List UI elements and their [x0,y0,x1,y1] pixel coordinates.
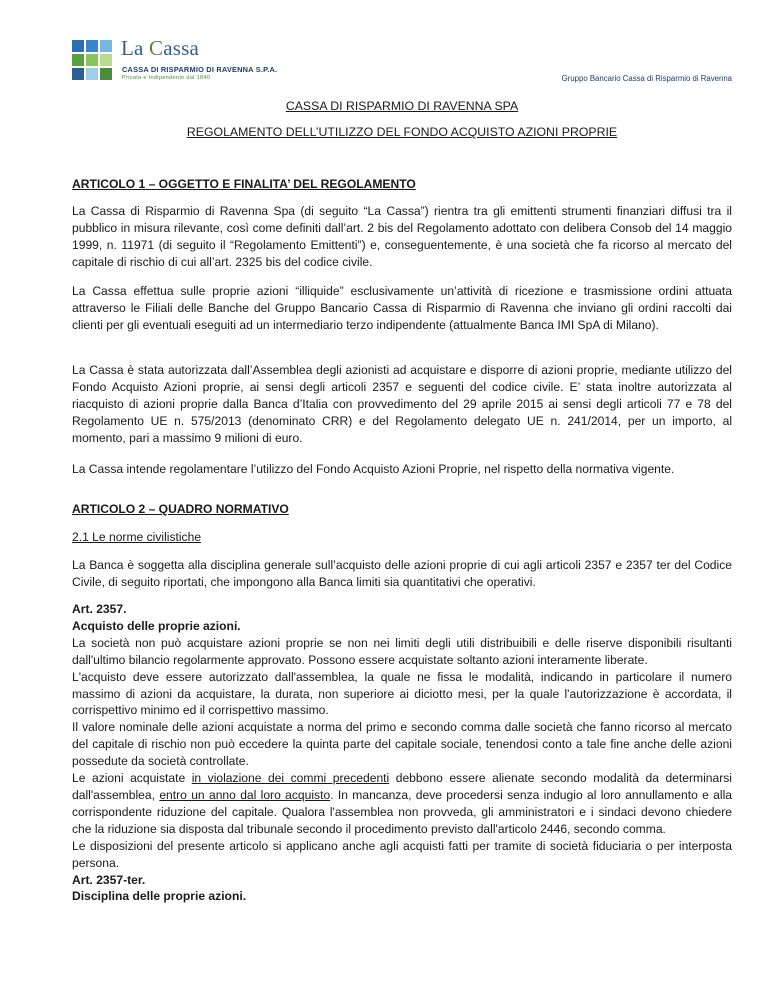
underlined-phrase: in violazione dei commi precedenti [191,771,390,786]
underlined-phrase: entro un anno dal loro acquisto [159,787,331,802]
document-title: CASSA DI RISPARMIO DI RAVENNA SPA [285,99,519,113]
article-1-heading: ARTICOLO 1 – OGGETTO E FINALITA’ DEL REGOLAMENTO [72,177,416,191]
brand-tagline: Privata e Indipendente dal 1840 [122,75,211,81]
bank-logo-icon [72,40,112,80]
article-1-paragraph-2: La Cassa effettua sulle proprie azioni “illiquide” esclusivamente un’attività di ricezione e trasmissione ordini attuata attraverso le Filiali delle Banche del Gruppo Bancario Cassa di Risparmio di Ravenna che inviano gli ordini raccolti dai clienti per gli eventuali eseguiti ad un intermediario terzo indipendente (attualmente Banca IMI SpA di Milano). [72,284,732,332]
article-2357-number: Art. 2357. [72,602,127,616]
document-subtitle: REGOLAMENTO DELL’UTILIZZO DEL FONDO ACQUISTO AZIONI PROPRIE [186,125,618,139]
article-1-paragraph-4: La Cassa intende regolamentare l’utilizzo del Fondo Acquisto Azioni Proprie, nel rispetto della normativa vigente. [72,462,675,476]
brand-name: La Cassa [121,36,200,60]
group-name: Gruppo Bancario Cassa di Risparmio di Ravenna [561,74,732,83]
article-2357-clause-2: L'acquisto deve essere autorizzato dall'assemblea, la quale ne fissa le modalità, indicando in particolare il numero massimo di azioni da acquistare, la durata, non superiore ai diciotto mesi, per la quale l'autorizzazione è accordata, il corrispettivo minimo ed il corrispettivo massimo. [72,669,732,718]
section-2-1-paragraph: La Banca è soggetta alla disciplina generale sull’acquisto delle azioni proprie di cui agli articoli 2357 e 2357 ter del Codice Civile, di seguito riportati, che impongono alla Banca limiti sia quantitativi che operativi. [72,558,732,589]
brand-full-name: CASSA DI RISPARMIO DI RAVENNA S.P.A. [122,65,278,74]
article-2357-ter-title: Disciplina delle proprie azioni. [72,889,247,904]
section-2-1-heading: 2.1 Le norme civilistiche [72,530,202,544]
article-2357-clause-1: La società non può acquistare azioni proprie se non nei limiti degli utili distribuibili e delle riserve disponibili risultanti dall'ultimo bilancio regolarmente approvato. Possono essere acquistate soltanto azioni interamente liberate. [72,635,732,667]
page-header [72,36,732,84]
article-2357-clause-5: Le disposizioni del presente articolo si applicano anche agli acquisti fatti per tramite di società fiduciaria o per interposta persona. [72,838,732,870]
article-2357-ter-number: Art. 2357-ter. [72,872,146,887]
article-2357-text [72,601,732,905]
article-1-paragraph-3: La Cassa è stata autorizzata dall’Assemblea degli azionisti ad acquistare e disporre di azioni proprie, mediante utilizzo del Fondo Acquisto Azioni proprie, ai sensi degli articoli 2357 e seguenti del codice civile. E’ stata inoltre autorizzata al riacquisto di azioni proprie dalla Banca d’Italia con provvedimento del 29 aprile 2015 ai sensi degli articoli 77 e 78 del Regolamento UE n. 575/2013 (denominato CRR) e del Regolamento delegato UE n. 241/2014, per un importo, al momento, pari a massimo 9 milioni di euro. [72,363,732,445]
article-2357-clause-3: Il valore nominale delle azioni acquistate a norma del primo e secondo comma dalle società che fanno ricorso al mercato del capitale di rischio non può eccedere la quinta parte del capitale sociale, tenendosi conto a tale fine anche delle azioni possedute da società controllate. [72,720,732,769]
article-1-paragraph-1: La Cassa di Risparmio di Ravenna Spa (di seguito “La Cassa”) rientra tra gli emittenti strumenti finanziari diffusi tra il pubblico in misura rilevante, così come definiti dall’art. 2 bis del Regolamento adottato con delibera Consob del 14 maggio 1999, n. 11971 (di seguito il “Regolamento Emittenti”) e, conseguentemente, è una società che fa ricorso al mercato del capitale di rischio di cui all’art. 2325 bis del codice civile. [72,204,732,269]
article-2-heading: ARTICOLO 2 – QUADRO NORMATIVO [72,502,289,516]
article-2357-clause-4: Le azioni acquistate in violazione dei commi precedenti debbono essere alienate secondo modalità da determinarsi dall'assemblea, entro un anno dal loro acquisto. In mancanza, deve procedersi senza indugio al loro annullamento e alla corrispondente riduzione del capitale. Qualora l'assemblea non provveda, gli amministratori e i sindaci devono chiedere che la riduzione sia disposta dal tribunale secondo il procedimento previsto dall'articolo 2446, secondo comma. [72,771,733,836]
article-2357-title: Acquisto delle proprie azioni. [72,618,241,633]
